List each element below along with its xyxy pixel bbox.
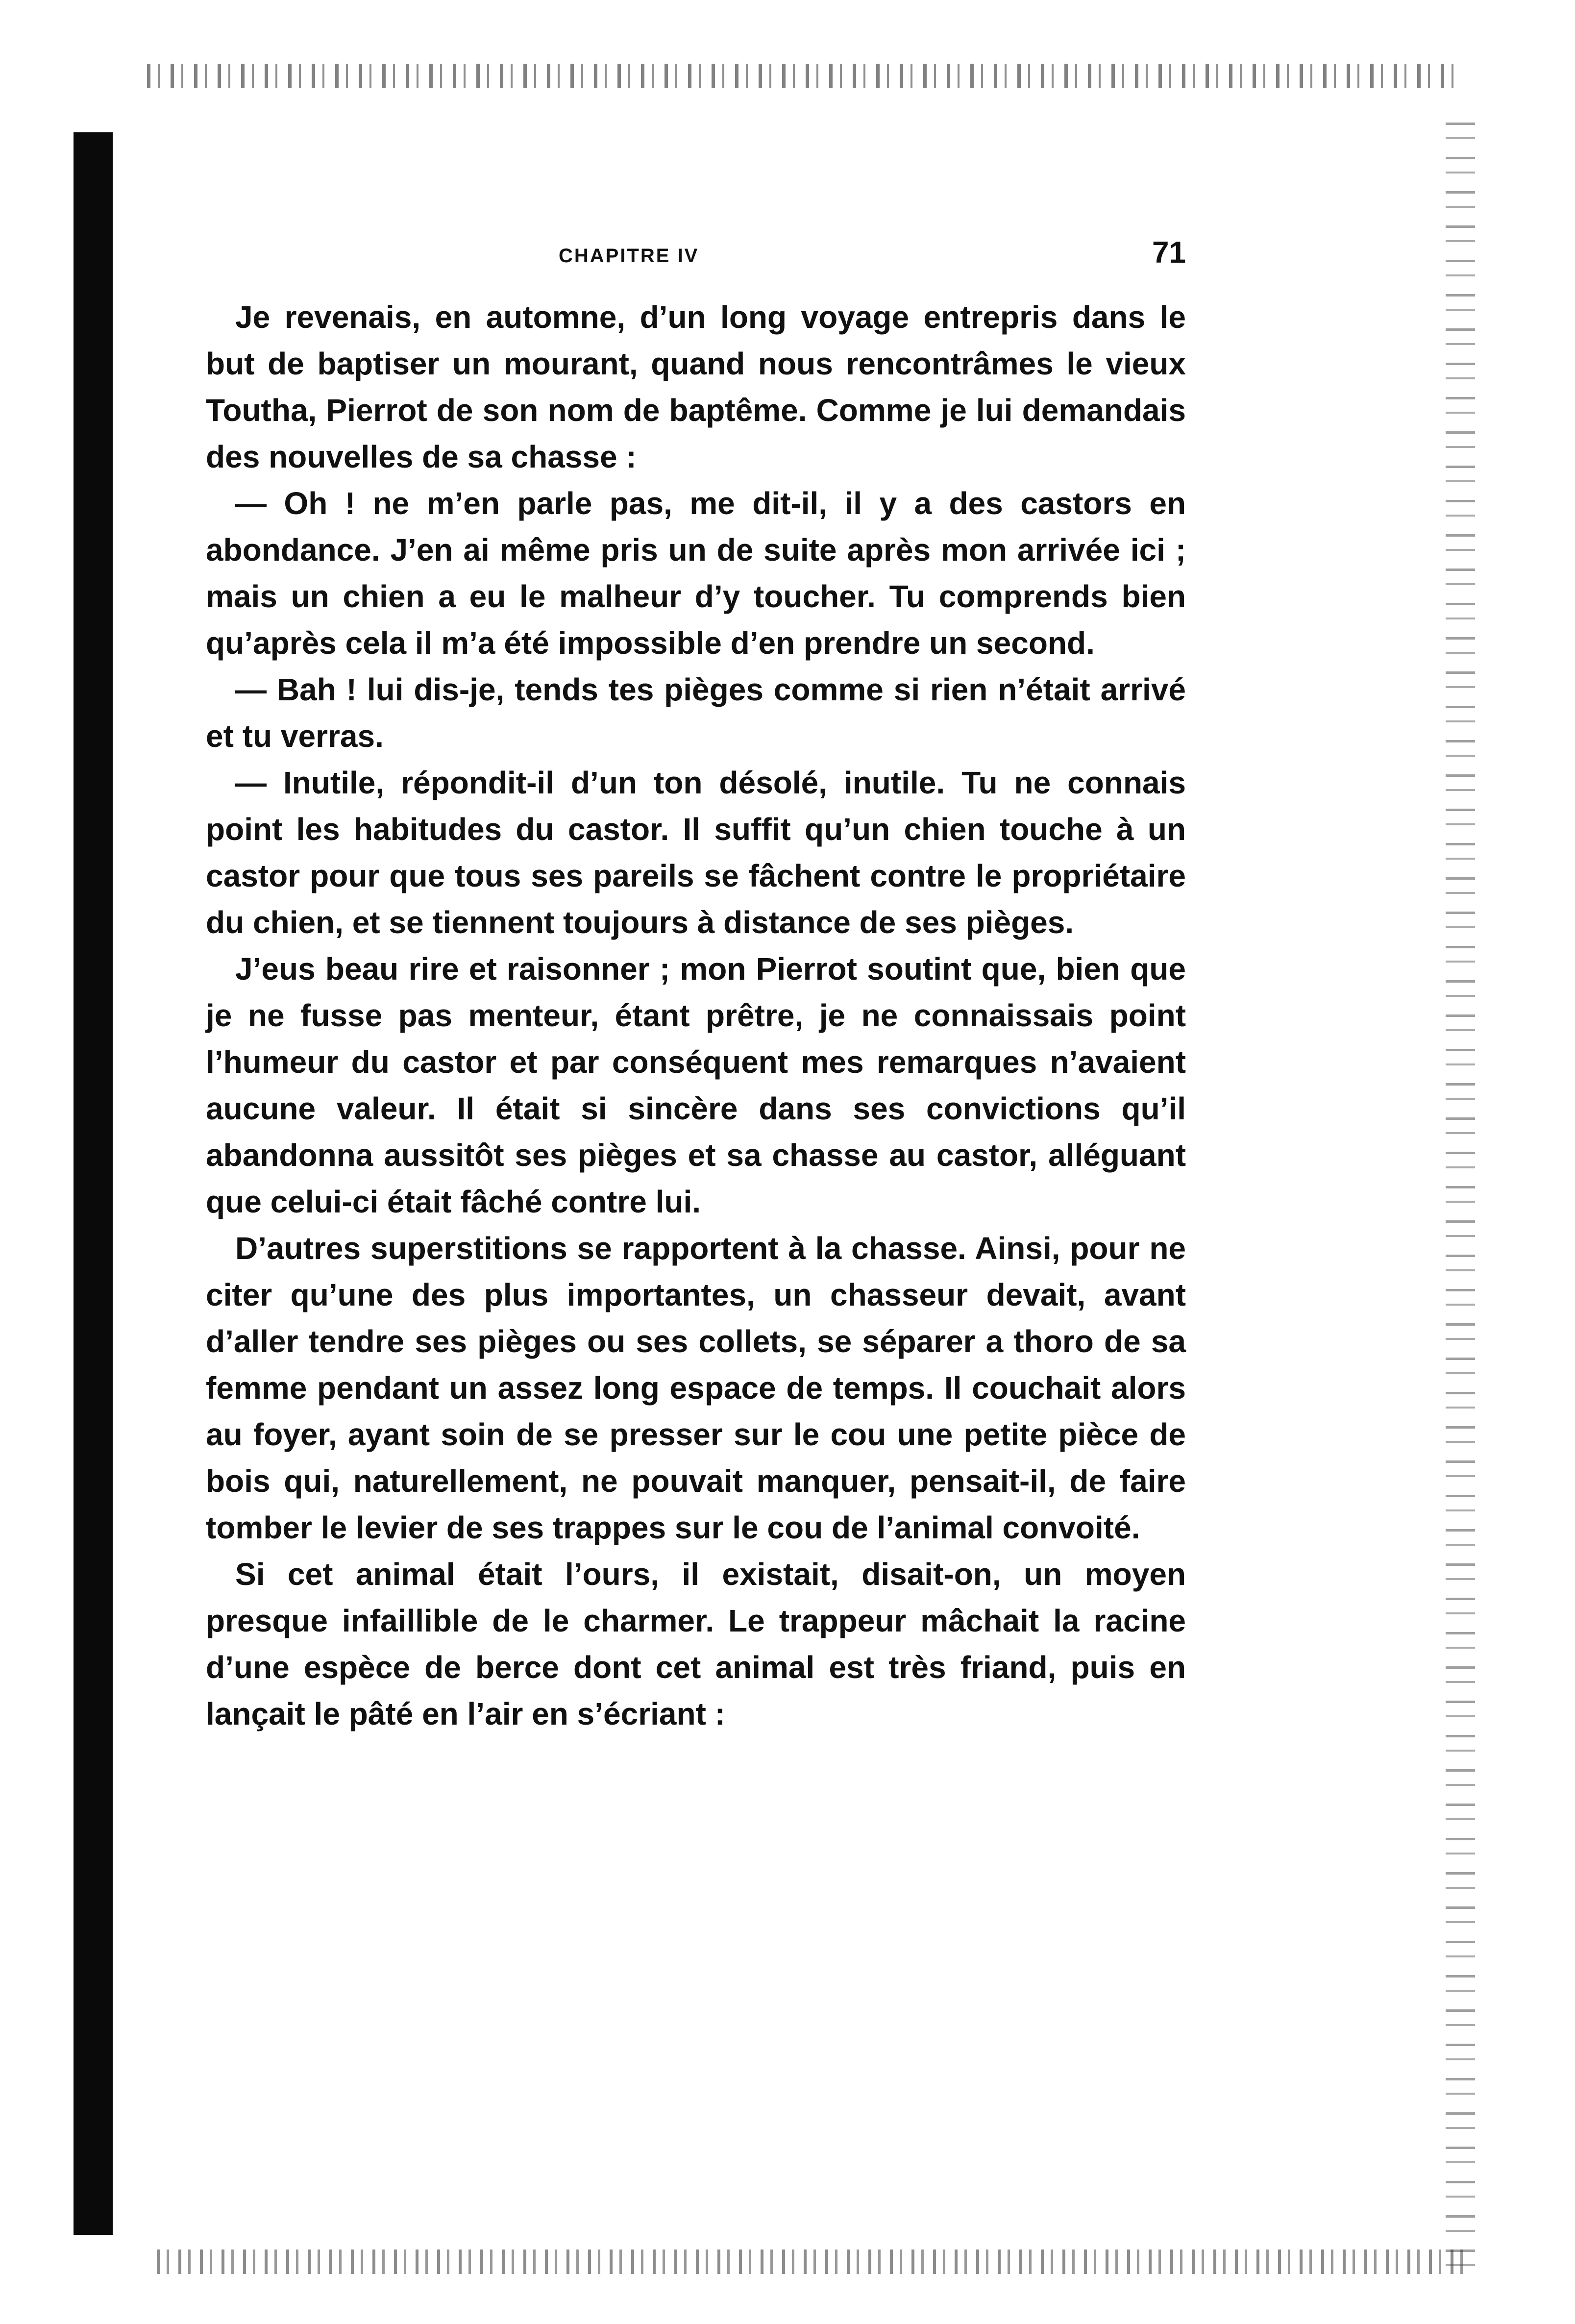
page-number: 71 xyxy=(1152,236,1186,270)
scan-top-edge xyxy=(147,64,1460,88)
paragraph-6: D’autres superstitions se rapportent à la chasse. Ainsi, pour ne citer qu’une des plus importantes, un chasseur devait, avant d’aller tendre ses pièges ou ses collets, se séparer a thoro de sa femme pendant un assez long espace de temps. Il couchait alors au foyer, ayant soin de se presser sur le cou une petite pièce de bois qui, naturellement, ne pouvait manquer, pensait-il, de faire tomber le levier de ses trappes sur le cou de l’animal convoité. xyxy=(206,1231,1186,1545)
chapter-heading: CHAPITRE IV xyxy=(559,245,699,267)
paragraph-2: — Oh ! ne m’en parle pas, me dit-il, il y a des castors en abondance. J’en ai même pris un de suite après mon arrivée ici ; mais un chien a eu le malheur d’y toucher. Tu comprends bien qu’après cela il m’a été impossible d’en prendre un second. xyxy=(206,486,1186,661)
body-text xyxy=(206,294,1186,1737)
paragraph-7: Si cet animal était l’ours, il existait, disait-on, un moyen presque infaillible de le charmer. Le trappeur mâchait la racine d’une espèce de berce dont cet animal est très friand, puis en lançait le pâté en l’air en s’écriant : xyxy=(206,1557,1186,1731)
scan-bottom-edge xyxy=(157,2250,1470,2274)
scan-right-edge xyxy=(1446,123,1475,2269)
paragraph-5: J’eus beau rire et raisonner ; mon Pierrot soutint que, bien que je ne fusse pas menteur, étant prêtre, je ne connaissais point l’humeur du castor et par conséquent mes remarques n’avaient aucune valeur. Il était si sincère dans ses convictions qu’il abandonna aussitôt ses pièges et sa chasse au castor, alléguant que celui-ci était fâché contre lui. xyxy=(206,951,1186,1219)
running-head xyxy=(206,235,1186,279)
paragraph-1: Je revenais, en automne, d’un long voyage entrepris dans le but de baptiser un mourant, quand nous rencontrâmes le vieux Toutha, Pierrot de son nom de baptême. Comme je lui demandais des nouvelles de sa chasse : xyxy=(206,299,1186,474)
paragraph-3: — Bah ! lui dis-je, tends tes pièges comme si rien n’était arrivé et tu verras. xyxy=(206,672,1186,754)
scan-binding-shadow xyxy=(74,132,113,2235)
book-page xyxy=(206,235,1186,1737)
paragraph-4: — Inutile, répondit-il d’un ton désolé, inutile. Tu ne connais point les habitudes du castor. Il suffit qu’un chien touche à un castor pour que tous ses pareils se fâchent contre le propriétaire du chien, et se tiennent toujours à distance de ses pièges. xyxy=(206,765,1186,940)
